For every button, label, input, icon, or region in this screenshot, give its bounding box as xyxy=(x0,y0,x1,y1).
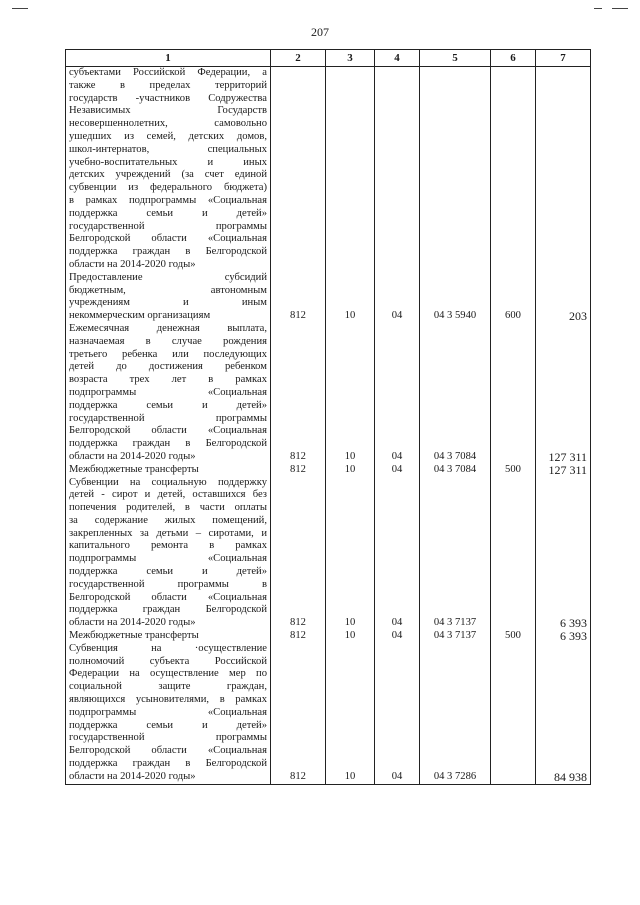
description-line: Субвенции на социальную поддержку xyxy=(69,476,267,488)
cell-gov-code: 812 xyxy=(271,323,326,464)
description-line: государственной программы xyxy=(69,412,267,424)
row-description xyxy=(66,643,271,784)
description-line: социальной защите граждан, xyxy=(69,681,267,693)
description-line: учебно-воспитательных и иных xyxy=(69,156,267,168)
row-description xyxy=(66,323,271,464)
header-col-1: 1 xyxy=(66,50,271,67)
cell-expense-type: 500 xyxy=(491,464,536,477)
cell-gov-code: 812 xyxy=(271,477,326,631)
description-line: поддержка граждан в Белгородской xyxy=(69,246,267,258)
description-line: Федерации на осуществление мер по xyxy=(69,668,267,680)
row-description xyxy=(66,477,271,631)
description-line: государственной программы xyxy=(69,732,267,744)
description-line: Белгородской области «Социальная xyxy=(69,745,267,757)
cell-amount: 6 393 xyxy=(536,477,591,631)
description-line: субвенции из федерального бюджета) xyxy=(69,182,267,194)
cell-gov-code: 812 xyxy=(271,643,326,784)
table-row xyxy=(66,323,591,464)
header-col-5: 5 xyxy=(420,50,491,67)
cell-section: 10 xyxy=(326,464,375,477)
table-header-row xyxy=(66,50,591,67)
description-line: являющихся усыновителями, в рамках xyxy=(69,694,267,706)
table-row xyxy=(66,630,591,643)
row-description xyxy=(66,67,271,272)
description-line: области на 2014-2020 годы» xyxy=(69,617,196,629)
description-line: за содержание жилых помещений, xyxy=(69,514,267,526)
scan-mark-left xyxy=(12,8,28,9)
description-line: области на 2014-2020 годы» xyxy=(69,258,196,270)
description-line: Субвенция на ·осуществление xyxy=(69,642,267,654)
cell-gov-code: 812 xyxy=(271,272,326,323)
cell-section: 10 xyxy=(326,643,375,784)
cell-subsection: 04 xyxy=(375,477,420,631)
table-row xyxy=(66,477,591,631)
cell-section xyxy=(326,67,375,272)
description-line: детских учреждений (за счет единой xyxy=(69,169,267,181)
description-line: государств -участников Содружества xyxy=(69,92,267,104)
description-line: поддержка граждан в Белгородской xyxy=(69,758,267,770)
description-line: Белгородской области «Социальная xyxy=(69,233,267,245)
cell-section: 10 xyxy=(326,630,375,643)
description-line: полномочий субъекта Российской xyxy=(69,655,267,667)
description-line: школ-интернатов, специальных xyxy=(69,143,267,155)
table-row xyxy=(66,643,591,784)
cell-expense-type xyxy=(491,643,536,784)
description-line: Межбюджетные трансферты xyxy=(69,630,199,642)
table-row xyxy=(66,67,591,272)
cell-target-article: 04 3 7084 xyxy=(420,323,491,464)
description-line: также в пределах территорий xyxy=(69,79,267,91)
row-description xyxy=(66,464,271,477)
cell-subsection: 04 xyxy=(375,630,420,643)
description-line: Предоставление субсидий xyxy=(69,271,267,283)
row-description xyxy=(66,630,271,643)
description-line: поддержка граждан Белгородской xyxy=(69,604,267,616)
cell-amount: 127 311 xyxy=(536,464,591,477)
scan-mark-right xyxy=(612,8,628,9)
cell-amount: 84 938 xyxy=(536,643,591,784)
scan-mark-right-small xyxy=(594,8,602,9)
cell-amount: 203 xyxy=(536,272,591,323)
description-line: назначаемая в случае рождения xyxy=(69,335,267,347)
page-number: 207 xyxy=(311,25,329,39)
description-line: поддержка граждан в Белгородской xyxy=(69,438,267,450)
table-body xyxy=(66,67,591,785)
description-line: Межбюджетные трансферты xyxy=(69,463,199,475)
cell-amount: 6 393 xyxy=(536,630,591,643)
table-row xyxy=(66,464,591,477)
description-line: государственной программы в xyxy=(69,578,267,590)
cell-subsection: 04 xyxy=(375,643,420,784)
cell-subsection xyxy=(375,67,420,272)
cell-target-article: 04 3 7137 xyxy=(420,477,491,631)
description-line: попечения родителей, в части оплаты xyxy=(69,502,267,514)
description-line: ушедших из семей, детских домов, xyxy=(69,130,267,142)
description-line: несовершеннолетних, самовольно xyxy=(69,118,267,130)
cell-section: 10 xyxy=(326,272,375,323)
cell-section: 10 xyxy=(326,323,375,464)
header-col-6: 6 xyxy=(491,50,536,67)
description-line: учреждениям и иным xyxy=(69,297,267,309)
cell-amount: 127 311 xyxy=(536,323,591,464)
cell-expense-type xyxy=(491,477,536,631)
cell-amount xyxy=(536,67,591,272)
description-line: субъектами Российской Федерации, а xyxy=(69,67,267,78)
description-line: области на 2014-2020 годы» xyxy=(69,770,196,782)
description-line: Ежемесячная денежная выплата, xyxy=(69,322,267,334)
description-line: поддержка семьи и детей» xyxy=(69,207,267,219)
row-description xyxy=(66,272,271,323)
description-line: третьего ребенка или последующих xyxy=(69,348,267,360)
description-line: поддержка семьи и детей» xyxy=(69,719,267,731)
description-line: бюджетным, автономным xyxy=(69,284,267,296)
table-row xyxy=(66,272,591,323)
description-line: подпрограммы «Социальная xyxy=(69,553,267,565)
cell-gov-code: 812 xyxy=(271,464,326,477)
header-col-4: 4 xyxy=(375,50,420,67)
cell-expense-type: 600 xyxy=(491,272,536,323)
description-line: детей - сирот и детей, оставшихся без xyxy=(69,489,267,501)
description-line: капитального ремонта в рамках xyxy=(69,540,267,552)
cell-target-article: 04 3 5940 xyxy=(420,272,491,323)
description-line: Белгородской области «Социальная xyxy=(69,591,267,603)
description-line: государственной программы xyxy=(69,220,267,232)
description-line: Независимых Государств xyxy=(69,105,267,117)
description-line: закрепленных за детьми – сиротами, и xyxy=(69,527,267,539)
description-line: Белгородской области «Социальная xyxy=(69,425,267,437)
description-line: подпрограммы «Социальная xyxy=(69,386,267,398)
cell-subsection: 04 xyxy=(375,464,420,477)
cell-section: 10 xyxy=(326,477,375,631)
header-col-2: 2 xyxy=(271,50,326,67)
cell-expense-type: 500 xyxy=(491,630,536,643)
description-line: подпрограммы «Социальная xyxy=(69,706,267,718)
description-line: возраста трех лет в рамках xyxy=(69,374,267,386)
cell-subsection: 04 xyxy=(375,323,420,464)
cell-target-article: 04 3 7137 xyxy=(420,630,491,643)
header-col-3: 3 xyxy=(326,50,375,67)
description-line: в рамках подпрограммы «Социальная xyxy=(69,194,267,206)
description-line: детей до достижения ребенком xyxy=(69,361,267,373)
cell-target-article xyxy=(420,67,491,272)
cell-expense-type xyxy=(491,67,536,272)
cell-target-article: 04 3 7286 xyxy=(420,643,491,784)
description-line: некоммерческим организациям xyxy=(69,310,211,322)
description-line: области на 2014-2020 годы» xyxy=(69,450,196,462)
cell-gov-code: 812 xyxy=(271,630,326,643)
description-line: поддержка семьи и детей» xyxy=(69,566,267,578)
cell-gov-code xyxy=(271,67,326,272)
cell-target-article: 04 3 7084 xyxy=(420,464,491,477)
budget-table xyxy=(65,49,591,785)
header-col-7: 7 xyxy=(536,50,591,67)
cell-subsection: 04 xyxy=(375,272,420,323)
description-line: поддержка семьи и детей» xyxy=(69,399,267,411)
cell-expense-type xyxy=(491,323,536,464)
